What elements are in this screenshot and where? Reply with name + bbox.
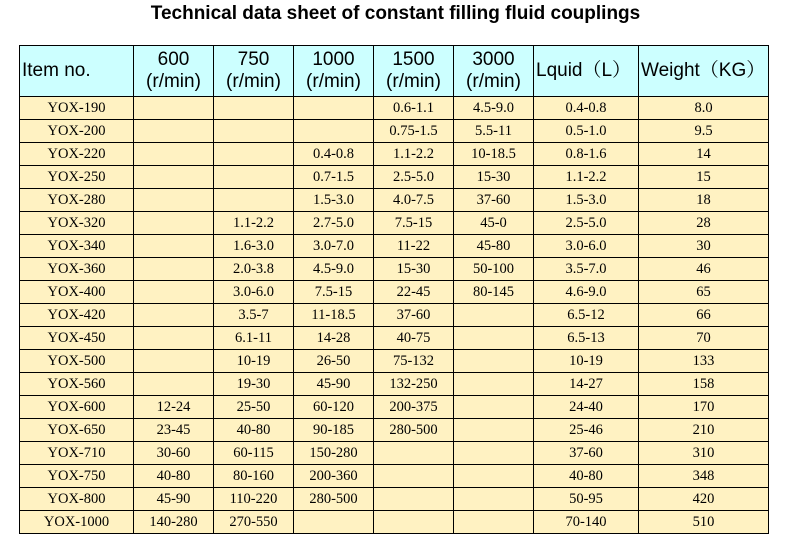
weight-cell: 348: [639, 465, 769, 488]
rpm600-cell: [134, 212, 214, 235]
rpm600-cell: [134, 166, 214, 189]
rpm750-cell: 60-115: [214, 442, 294, 465]
data-table: [19, 45, 769, 534]
weight-cell: 8.0: [639, 97, 769, 120]
table-row: [20, 396, 769, 419]
rpm750-cell: 270-550: [214, 511, 294, 534]
item-no-cell: YOX-560: [20, 373, 134, 396]
rpm3000-cell: 15-30: [454, 166, 534, 189]
rpm750-cell: 80-160: [214, 465, 294, 488]
liquid-cell: 3.5-7.0: [534, 258, 639, 281]
rpm1500-cell: 0.75-1.5: [374, 120, 454, 143]
rpm1000-cell: 45-90: [294, 373, 374, 396]
header-1500: 1500 (r/min): [374, 46, 454, 97]
rpm750-cell: [214, 97, 294, 120]
liquid-cell: 0.8-1.6: [534, 143, 639, 166]
rpm1500-cell: [374, 488, 454, 511]
weight-cell: 15: [639, 166, 769, 189]
table-row: [20, 327, 769, 350]
item-no-cell: YOX-280: [20, 189, 134, 212]
rpm1000-cell: 0.7-1.5: [294, 166, 374, 189]
item-no-cell: YOX-190: [20, 97, 134, 120]
header-row: [20, 46, 769, 97]
rpm600-cell: [134, 189, 214, 212]
item-no-cell: YOX-710: [20, 442, 134, 465]
page-title: Technical data sheet of constant filling fluid couplings: [150, 3, 641, 24]
rpm600-cell: [134, 327, 214, 350]
item-no-cell: YOX-750: [20, 465, 134, 488]
liquid-cell: 4.6-9.0: [534, 281, 639, 304]
item-no-cell: YOX-250: [20, 166, 134, 189]
item-no-cell: YOX-400: [20, 281, 134, 304]
header-item-no: Item no.: [20, 46, 134, 97]
item-no-cell: YOX-420: [20, 304, 134, 327]
rpm3000-cell: [454, 350, 534, 373]
rpm1500-cell: 200-375: [374, 396, 454, 419]
rpm750-cell: 1.6-3.0: [214, 235, 294, 258]
liquid-cell: 37-60: [534, 442, 639, 465]
liquid-cell: 0.5-1.0: [534, 120, 639, 143]
rpm750-cell: [214, 120, 294, 143]
rpm750-cell: 10-19: [214, 350, 294, 373]
weight-cell: 310: [639, 442, 769, 465]
weight-cell: 170: [639, 396, 769, 419]
rpm600-cell: 30-60: [134, 442, 214, 465]
liquid-cell: 6.5-12: [534, 304, 639, 327]
table-row: [20, 373, 769, 396]
rpm3000-cell: [454, 373, 534, 396]
item-no-cell: YOX-340: [20, 235, 134, 258]
table-row: [20, 212, 769, 235]
rpm1000-cell: 4.5-9.0: [294, 258, 374, 281]
rpm1500-cell: 0.6-1.1: [374, 97, 454, 120]
liquid-cell: 0.4-0.8: [534, 97, 639, 120]
header-liquid: Lquid（L）: [534, 46, 639, 97]
rpm600-cell: 140-280: [134, 511, 214, 534]
rpm750-cell: 3.5-7: [214, 304, 294, 327]
rpm600-cell: [134, 258, 214, 281]
rpm600-cell: [134, 350, 214, 373]
rpm3000-cell: 37-60: [454, 189, 534, 212]
item-no-cell: YOX-360: [20, 258, 134, 281]
rpm750-cell: 19-30: [214, 373, 294, 396]
rpm1000-cell: 2.7-5.0: [294, 212, 374, 235]
table-row: [20, 97, 769, 120]
table-body: [20, 97, 769, 534]
rpm750-cell: 2.0-3.8: [214, 258, 294, 281]
rpm1500-cell: 22-45: [374, 281, 454, 304]
rpm1000-cell: 11-18.5: [294, 304, 374, 327]
rpm1000-cell: 280-500: [294, 488, 374, 511]
table-row: [20, 488, 769, 511]
weight-cell: 9.5: [639, 120, 769, 143]
rpm1500-cell: [374, 465, 454, 488]
rpm3000-cell: 10-18.5: [454, 143, 534, 166]
rpm3000-cell: [454, 465, 534, 488]
item-no-cell: YOX-800: [20, 488, 134, 511]
rpm1500-cell: 280-500: [374, 419, 454, 442]
weight-cell: 420: [639, 488, 769, 511]
table-row: [20, 235, 769, 258]
rpm3000-cell: 4.5-9.0: [454, 97, 534, 120]
item-no-cell: YOX-200: [20, 120, 134, 143]
weight-cell: 28: [639, 212, 769, 235]
rpm1500-cell: 40-75: [374, 327, 454, 350]
rpm1500-cell: [374, 511, 454, 534]
rpm1500-cell: 4.0-7.5: [374, 189, 454, 212]
liquid-cell: 1.1-2.2: [534, 166, 639, 189]
table-row: [20, 281, 769, 304]
weight-cell: 18: [639, 189, 769, 212]
rpm750-cell: 40-80: [214, 419, 294, 442]
rpm3000-cell: 5.5-11: [454, 120, 534, 143]
rpm750-cell: 3.0-6.0: [214, 281, 294, 304]
table-header: [20, 46, 769, 97]
rpm1500-cell: 15-30: [374, 258, 454, 281]
rpm600-cell: 23-45: [134, 419, 214, 442]
rpm1000-cell: [294, 97, 374, 120]
item-no-cell: YOX-600: [20, 396, 134, 419]
liquid-cell: 2.5-5.0: [534, 212, 639, 235]
rpm1500-cell: [374, 442, 454, 465]
header-750: 750 (r/min): [214, 46, 294, 97]
rpm750-cell: [214, 166, 294, 189]
rpm750-cell: 110-220: [214, 488, 294, 511]
item-no-cell: YOX-650: [20, 419, 134, 442]
rpm1500-cell: 132-250: [374, 373, 454, 396]
rpm3000-cell: [454, 304, 534, 327]
header-1000: 1000 (r/min): [294, 46, 374, 97]
rpm1000-cell: 60-120: [294, 396, 374, 419]
liquid-cell: 10-19: [534, 350, 639, 373]
item-no-cell: YOX-450: [20, 327, 134, 350]
rpm1500-cell: 1.1-2.2: [374, 143, 454, 166]
item-no-cell: YOX-500: [20, 350, 134, 373]
liquid-cell: 3.0-6.0: [534, 235, 639, 258]
weight-cell: 65: [639, 281, 769, 304]
rpm600-cell: 12-24: [134, 396, 214, 419]
weight-cell: 133: [639, 350, 769, 373]
weight-cell: 66: [639, 304, 769, 327]
rpm600-cell: 40-80: [134, 465, 214, 488]
rpm3000-cell: 45-0: [454, 212, 534, 235]
rpm600-cell: [134, 281, 214, 304]
item-no-cell: YOX-320: [20, 212, 134, 235]
rpm3000-cell: [454, 511, 534, 534]
rpm1000-cell: 200-360: [294, 465, 374, 488]
weight-cell: 210: [639, 419, 769, 442]
liquid-cell: 24-40: [534, 396, 639, 419]
weight-cell: 510: [639, 511, 769, 534]
weight-cell: 70: [639, 327, 769, 350]
table-row: [20, 189, 769, 212]
rpm3000-cell: [454, 327, 534, 350]
rpm600-cell: [134, 97, 214, 120]
table-row: [20, 465, 769, 488]
rpm3000-cell: [454, 488, 534, 511]
rpm3000-cell: [454, 419, 534, 442]
liquid-cell: 70-140: [534, 511, 639, 534]
weight-cell: 158: [639, 373, 769, 396]
table-row: [20, 120, 769, 143]
table-row: [20, 511, 769, 534]
header-weight: Weight（KG）: [639, 46, 769, 97]
rpm1000-cell: 3.0-7.0: [294, 235, 374, 258]
rpm1000-cell: [294, 511, 374, 534]
rpm3000-cell: 45-80: [454, 235, 534, 258]
rpm600-cell: [134, 143, 214, 166]
rpm1000-cell: 90-185: [294, 419, 374, 442]
rpm1000-cell: 1.5-3.0: [294, 189, 374, 212]
table-row: [20, 304, 769, 327]
rpm750-cell: 6.1-11: [214, 327, 294, 350]
rpm600-cell: [134, 120, 214, 143]
table-row: [20, 258, 769, 281]
rpm3000-cell: [454, 442, 534, 465]
rpm1000-cell: 26-50: [294, 350, 374, 373]
item-no-cell: YOX-1000: [20, 511, 134, 534]
liquid-cell: 1.5-3.0: [534, 189, 639, 212]
header-3000: 3000 (r/min): [454, 46, 534, 97]
rpm600-cell: 45-90: [134, 488, 214, 511]
weight-cell: 14: [639, 143, 769, 166]
rpm1000-cell: 14-28: [294, 327, 374, 350]
rpm3000-cell: 50-100: [454, 258, 534, 281]
rpm3000-cell: [454, 396, 534, 419]
weight-cell: 30: [639, 235, 769, 258]
table-row: [20, 350, 769, 373]
rpm750-cell: [214, 189, 294, 212]
table-row: [20, 442, 769, 465]
weight-cell: 46: [639, 258, 769, 281]
rpm1000-cell: [294, 120, 374, 143]
rpm1500-cell: 11-22: [374, 235, 454, 258]
liquid-cell: 40-80: [534, 465, 639, 488]
header-600: 600 (r/min): [134, 46, 214, 97]
rpm750-cell: 25-50: [214, 396, 294, 419]
liquid-cell: 14-27: [534, 373, 639, 396]
rpm3000-cell: 80-145: [454, 281, 534, 304]
rpm750-cell: [214, 143, 294, 166]
rpm1000-cell: 0.4-0.8: [294, 143, 374, 166]
rpm1500-cell: 7.5-15: [374, 212, 454, 235]
liquid-cell: 6.5-13: [534, 327, 639, 350]
rpm1000-cell: 7.5-15: [294, 281, 374, 304]
rpm1500-cell: 2.5-5.0: [374, 166, 454, 189]
rpm600-cell: [134, 235, 214, 258]
liquid-cell: 50-95: [534, 488, 639, 511]
rpm1000-cell: 150-280: [294, 442, 374, 465]
item-no-cell: YOX-220: [20, 143, 134, 166]
table-row: [20, 166, 769, 189]
table-row: [20, 419, 769, 442]
rpm600-cell: [134, 373, 214, 396]
table-row: [20, 143, 769, 166]
rpm1500-cell: 75-132: [374, 350, 454, 373]
rpm1500-cell: 37-60: [374, 304, 454, 327]
liquid-cell: 25-46: [534, 419, 639, 442]
rpm600-cell: [134, 304, 214, 327]
rpm750-cell: 1.1-2.2: [214, 212, 294, 235]
